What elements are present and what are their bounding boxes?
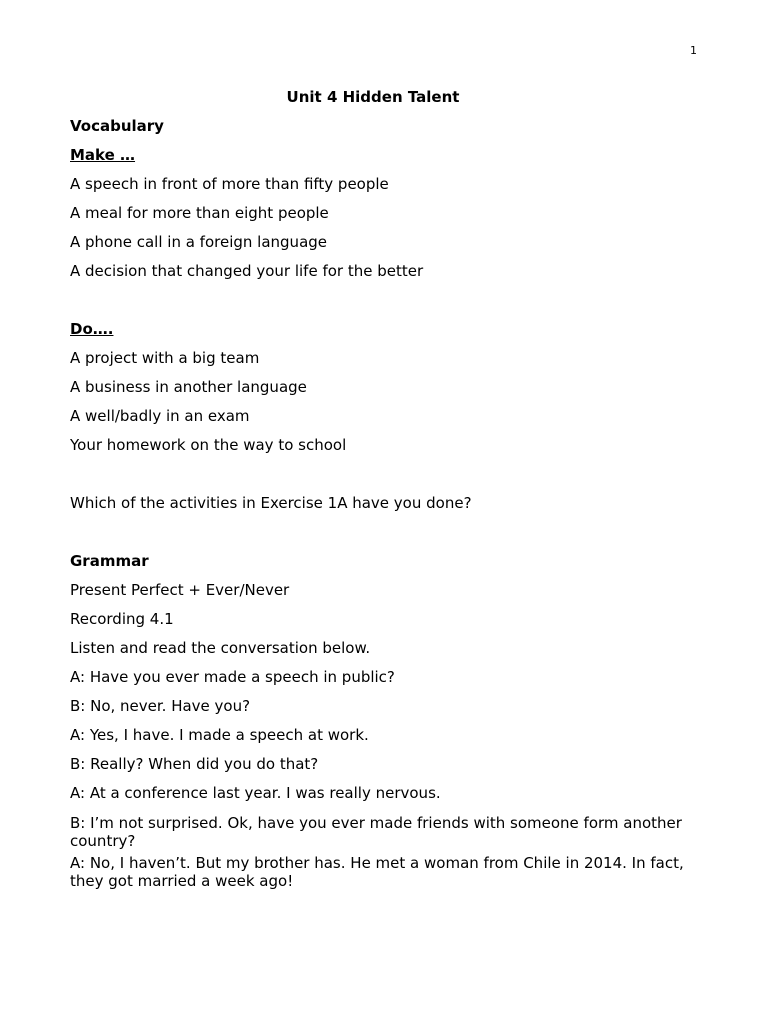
make-item: A decision that changed your life for the better: [70, 262, 424, 280]
make-item: A meal for more than eight people: [70, 204, 329, 222]
exercise-question: Which of the activities in Exercise 1A have you done?: [70, 494, 472, 512]
spacer: [70, 521, 700, 550]
recording-label: Recording 4.1: [70, 610, 174, 628]
do-item: A project with a big team: [70, 349, 260, 367]
grammar-topic: Present Perfect + Ever/Never: [70, 581, 290, 599]
make-item: A speech in front of more than fifty people: [70, 175, 389, 193]
do-item: A business in another language: [70, 378, 307, 396]
instruction-text: Listen and read the conversation below.: [70, 639, 371, 657]
page-number: 1: [690, 44, 697, 57]
do-item: Your homework on the way to school: [70, 436, 347, 454]
do-heading: Do….: [70, 320, 114, 338]
document-body: [70, 86, 700, 894]
conversation-line: A: At a conference last year. I was really nervous.: [70, 784, 441, 802]
spacer: [70, 289, 700, 318]
vocabulary-heading: Vocabulary: [70, 117, 164, 135]
conversation-line: A: No, I haven’t. But my brother has. He met a woman from Chile in 2014. In fact, they got married a week ago!: [70, 854, 684, 890]
spacer: [70, 463, 700, 492]
conversation-line: B: Really? When did you do that?: [70, 755, 319, 773]
do-item: A well/badly in an exam: [70, 407, 250, 425]
conversation-line: A: Have you ever made a speech in public?: [70, 668, 395, 686]
make-heading: Make …: [70, 146, 136, 164]
conversation-line: A: Yes, I have. I made a speech at work.: [70, 726, 369, 744]
make-item: A phone call in a foreign language: [70, 233, 328, 251]
page-title: Unit 4 Hidden Talent: [286, 88, 460, 106]
conversation-line: B: I’m not surprised. Ok, have you ever made friends with someone form another country?: [70, 814, 682, 850]
grammar-heading: Grammar: [70, 552, 149, 570]
conversation-line: B: No, never. Have you?: [70, 697, 251, 715]
